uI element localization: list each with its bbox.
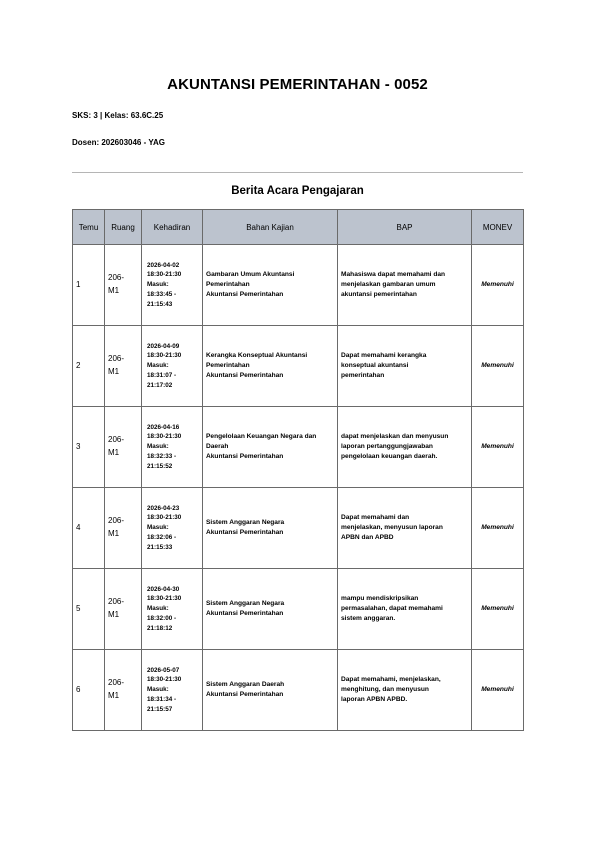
bap-table [72, 209, 524, 731]
ruang-cell [105, 245, 142, 326]
table-row [73, 650, 524, 731]
col-header-ruang: Ruang [105, 210, 142, 245]
ruang-cell-line: M1 [108, 529, 120, 538]
bahan-kajian-cell-line: Pemerintahan [206, 280, 250, 288]
bahan-kajian-cell-line: Gambaran Umum Akuntansi [206, 270, 295, 278]
temu-cell: 5 [73, 569, 105, 650]
kehadiran-cell-line: 21:18:12 [147, 624, 173, 632]
table-row [73, 326, 524, 407]
bahan-kajian-cell-line: Akuntansi Pemerintahan [206, 529, 284, 536]
kehadiran-cell-line: Masuk: [147, 281, 169, 289]
bap-cell-line: pemerintahan [341, 372, 385, 380]
bahan-kajian-cell-line: Kerangka Konseptual Akuntansi [206, 351, 308, 359]
temu-cell: 6 [73, 650, 105, 731]
table-row [73, 569, 524, 650]
col-header-monev: MONEV [472, 210, 524, 245]
bap-cell-line: laporan APBN APBD. [341, 696, 408, 704]
temu-cell: 3 [73, 407, 105, 488]
monev-cell: Memenuhi [472, 407, 524, 488]
bap-cell-line: Dapat memahami dan [341, 513, 410, 521]
kehadiran-cell-line: 2026-04-09 [147, 342, 180, 350]
kehadiran-cell-line: 2026-04-30 [147, 585, 180, 593]
table-header-row [73, 210, 524, 245]
bahan-kajian-cell-line: Akuntansi Pemerintahan [206, 372, 284, 380]
kehadiran-cell-line: 21:17:02 [147, 381, 173, 389]
monev-cell: Memenuhi [472, 569, 524, 650]
bap-cell [338, 326, 472, 407]
ruang-cell-line: 206- [108, 516, 125, 526]
kehadiran-cell-line: 18:30-21:30 [147, 595, 182, 603]
kehadiran-cell-line: 21:15:43 [147, 300, 173, 308]
ruang-cell-line: M1 [108, 448, 120, 457]
bap-cell-line: laporan pertanggungjawaban [341, 442, 433, 450]
kehadiran-cell-line: 2026-04-02 [147, 261, 180, 269]
bap-cell-line: sistem anggaran. [341, 615, 396, 623]
kehadiran-cell-line: 18:31:07 - [147, 371, 177, 379]
bap-cell-line: konseptual akuntansi [341, 361, 409, 369]
bahan-kajian-cell [203, 650, 338, 731]
bap-cell-line: Mahasiswa dapat memahami dan [341, 270, 446, 278]
kehadiran-cell-line: 2026-05-07 [147, 666, 180, 674]
ruang-cell-line: M1 [108, 691, 120, 700]
col-header-temu: Temu [73, 210, 105, 245]
bahan-kajian-cell [203, 245, 338, 326]
ruang-cell-line: M1 [108, 610, 120, 619]
bap-cell [338, 650, 472, 731]
bap-cell-line: akuntansi pemerintahan [341, 291, 417, 299]
ruang-cell-line: 206- [108, 597, 125, 607]
kehadiran-cell-line: 18:32:00 - [147, 614, 177, 622]
monev-cell: Memenuhi [472, 488, 524, 569]
bap-cell [338, 488, 472, 569]
kehadiran-cell [142, 569, 203, 650]
kehadiran-cell-line: 2026-04-23 [147, 504, 180, 512]
bap-cell-line: menjelaskan, menyusun laporan [341, 523, 443, 531]
col-header-kehadiran: Kehadiran [142, 210, 203, 245]
ruang-cell [105, 650, 142, 731]
table-row [73, 488, 524, 569]
bahan-kajian-cell-line: Akuntansi Pemerintahan [206, 453, 284, 461]
bap-cell-line: Dapat memahami, menjelaskan, [341, 675, 441, 683]
kehadiran-cell-line: 18:30-21:30 [147, 514, 182, 522]
bap-cell-line: permasalahan, dapat memahami [341, 604, 443, 612]
bap-cell-line: dapat menjelaskan dan menyusun [341, 432, 449, 440]
bap-cell-line: Dapat memahami kerangka [341, 351, 427, 359]
temu-cell: 4 [73, 488, 105, 569]
monev-cell: Memenuhi [472, 245, 524, 326]
kehadiran-cell-line: 18:33:45 - [147, 290, 177, 298]
bahan-kajian-cell-line: Akuntansi Pemerintahan [206, 610, 284, 617]
bahan-kajian-cell-line: Daerah [206, 442, 229, 450]
kehadiran-cell-line: Masuk: [147, 686, 169, 694]
table-row [73, 407, 524, 488]
kehadiran-cell-line: 18:31:34 - [147, 695, 177, 703]
kehadiran-cell-line: 2026-04-16 [147, 423, 180, 431]
kehadiran-cell-line: 21:15:33 [147, 543, 173, 551]
ruang-cell [105, 326, 142, 407]
kehadiran-cell [142, 407, 203, 488]
bap-cell-line: pengelolaan keuangan daerah. [341, 453, 438, 461]
bahan-kajian-cell-line: Sistem Anggaran Negara [206, 599, 285, 607]
kehadiran-cell-line: 18:32:06 - [147, 533, 177, 541]
bap-cell-line: menghitung, dan menyusun [341, 685, 429, 693]
col-header-bahan-kajian: Bahan Kajian [203, 210, 338, 245]
bahan-kajian-cell [203, 569, 338, 650]
bap-cell-line: APBN dan APBD [341, 534, 394, 542]
kehadiran-cell-line: 18:30-21:30 [147, 352, 182, 360]
sks-kelas-line: SKS: 3 | Kelas: 63.6C.25 [72, 111, 164, 120]
bap-cell [338, 245, 472, 326]
page-title: AKUNTANSI PEMERINTAHAN - 0052 [167, 76, 428, 93]
kehadiran-cell-line: Masuk: [147, 362, 169, 370]
bahan-kajian-cell-line: Akuntansi Pemerintahan [206, 291, 284, 299]
monev-cell: Memenuhi [472, 650, 524, 731]
ruang-cell [105, 407, 142, 488]
bahan-kajian-cell-line: Sistem Anggaran Daerah [206, 680, 285, 688]
kehadiran-cell [142, 245, 203, 326]
section-title: Berita Acara Pengajaran [231, 185, 364, 197]
ruang-cell [105, 569, 142, 650]
ruang-cell-line: 206- [108, 273, 125, 283]
kehadiran-cell [142, 650, 203, 731]
kehadiran-cell-line: 21:15:52 [147, 462, 173, 470]
kehadiran-cell-line: Masuk: [147, 524, 169, 532]
col-header-bap: BAP [338, 210, 472, 245]
temu-cell: 2 [73, 326, 105, 407]
kehadiran-cell-line: Masuk: [147, 605, 169, 613]
kehadiran-cell-line: 18:30-21:30 [147, 676, 182, 684]
kehadiran-cell-line: 18:30-21:30 [147, 271, 182, 279]
bap-cell-line: mampu mendiskripsikan [341, 594, 419, 602]
dosen-line: Dosen: 202603046 - YAG [72, 138, 165, 147]
bahan-kajian-cell [203, 326, 338, 407]
ruang-cell-line: M1 [108, 367, 120, 376]
kehadiran-cell-line: 18:30-21:30 [147, 433, 182, 441]
bap-cell [338, 407, 472, 488]
bap-cell-line: menjelaskan gambaran umum [341, 280, 436, 288]
bahan-kajian-cell-line: Akuntansi Pemerintahan [206, 691, 284, 698]
divider [72, 172, 523, 173]
temu-cell: 1 [73, 245, 105, 326]
kehadiran-cell-line: 21:15:57 [147, 705, 173, 713]
ruang-cell-line: 206- [108, 435, 125, 445]
bahan-kajian-cell [203, 407, 338, 488]
bahan-kajian-cell-line: Sistem Anggaran Negara [206, 518, 285, 526]
bap-cell [338, 569, 472, 650]
ruang-cell-line: 206- [108, 354, 125, 364]
kehadiran-cell [142, 488, 203, 569]
kehadiran-cell [142, 326, 203, 407]
bahan-kajian-cell [203, 488, 338, 569]
kehadiran-cell-line: Masuk: [147, 443, 169, 451]
bahan-kajian-cell-line: Pemerintahan [206, 361, 250, 369]
ruang-cell [105, 488, 142, 569]
bahan-kajian-cell-line: Pengelolaan Keuangan Negara dan [206, 432, 317, 440]
table-row [73, 245, 524, 326]
ruang-cell-line: M1 [108, 286, 120, 295]
monev-cell: Memenuhi [472, 326, 524, 407]
kehadiran-cell-line: 18:32:33 - [147, 452, 177, 460]
ruang-cell-line: 206- [108, 678, 125, 688]
